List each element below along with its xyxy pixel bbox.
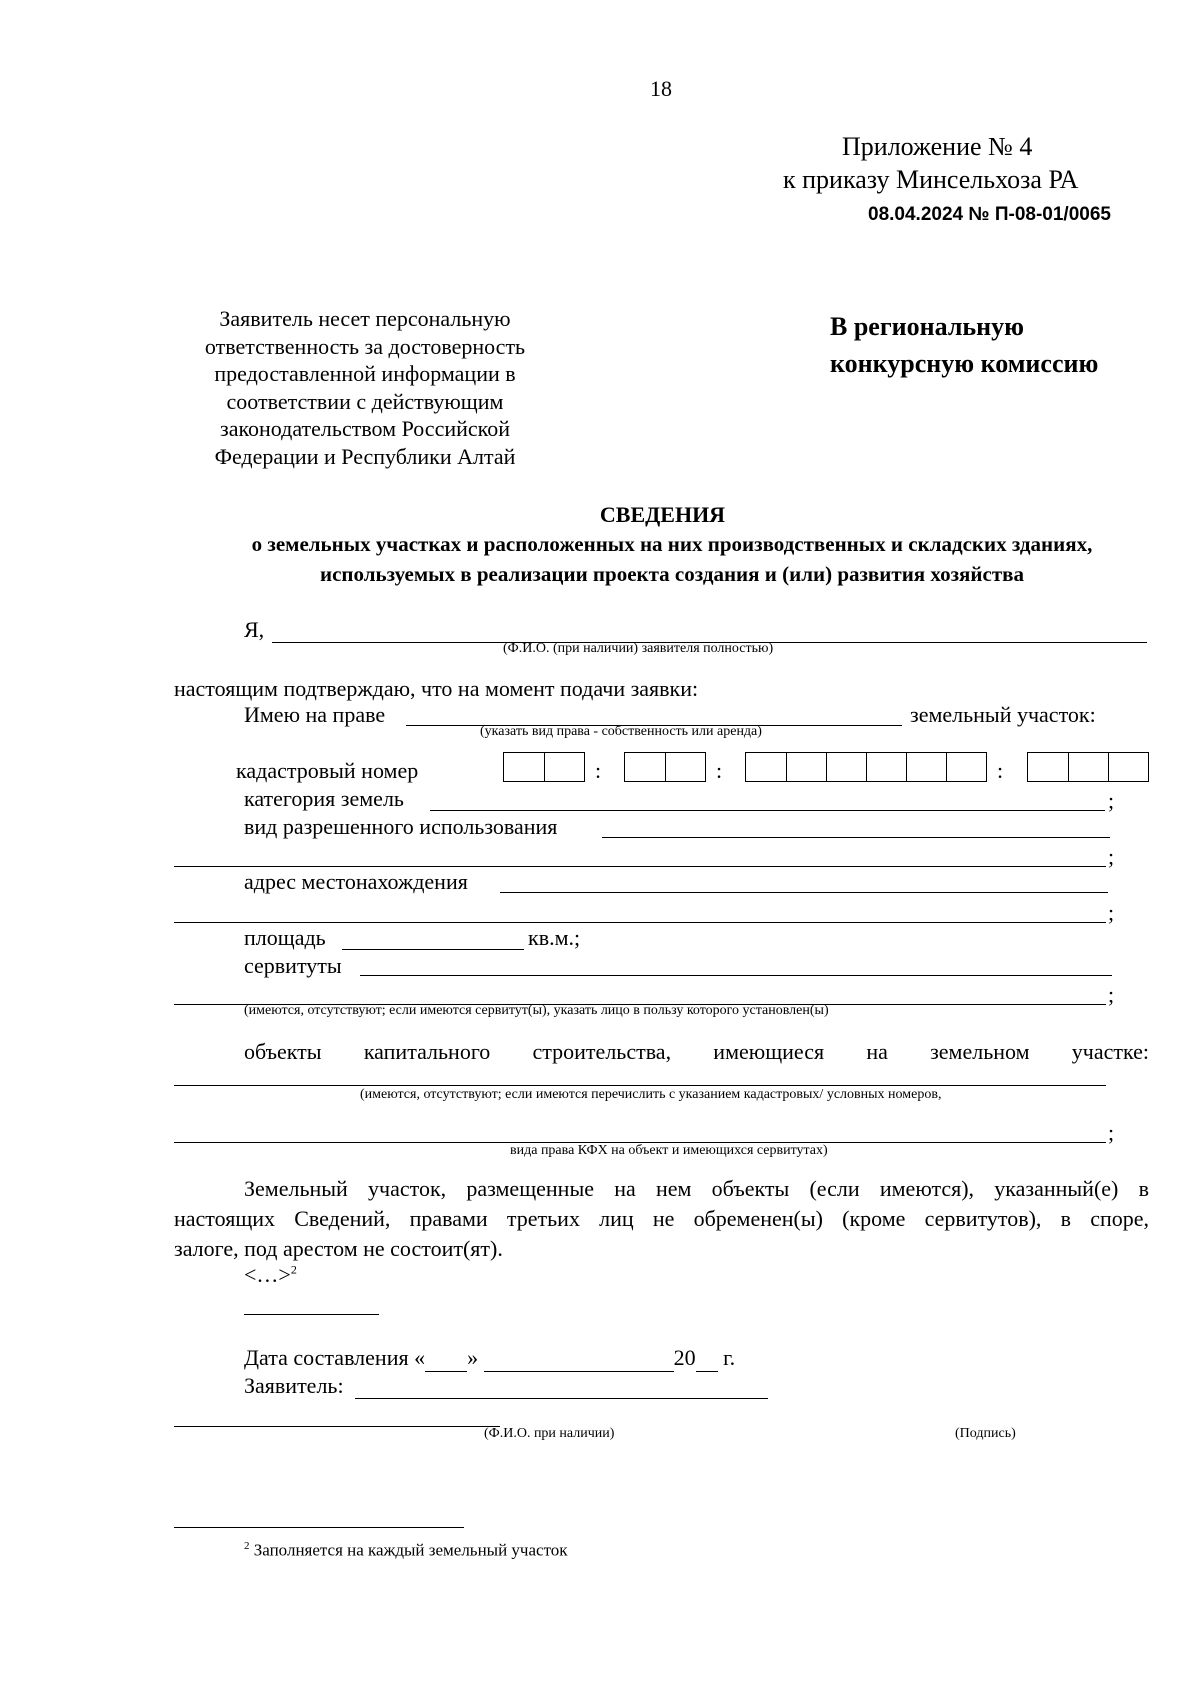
cell-divider	[1068, 753, 1069, 781]
note-line: Федерации и Республики Алтай	[214, 443, 516, 469]
word: на	[866, 1039, 888, 1064]
footnote-reference: 2	[290, 1262, 297, 1277]
footnote-mark: 2	[244, 1540, 250, 1552]
date-year-suffix: г.	[723, 1345, 736, 1370]
applicant-label: Заявитель:	[244, 1373, 344, 1398]
note-line: соответствии с действующим	[226, 388, 504, 414]
word: земельном	[930, 1039, 1030, 1064]
address-field-continued[interactable]	[174, 922, 1106, 923]
ellipsis: <…>	[244, 1262, 291, 1287]
cell-divider	[946, 753, 947, 781]
word: участке:	[1071, 1039, 1149, 1064]
category-label: категория земель	[244, 786, 404, 811]
footnote-text: Заполняется на каждый земельный участок	[253, 1540, 568, 1560]
applicant-fio-hint: (Ф.И.О. при наличии)	[484, 1426, 615, 1441]
signature-hint: (Подпись)	[955, 1426, 1016, 1441]
footnote	[244, 1540, 568, 1561]
servitudes-field[interactable]	[360, 975, 1112, 976]
address-field[interactable]	[500, 892, 1108, 893]
cadastral-colon: :	[997, 758, 1004, 783]
capital-objects-label	[244, 1039, 1149, 1065]
applicant-responsibility-note	[150, 305, 580, 470]
category-field[interactable]	[430, 810, 1105, 811]
footnote-separator	[174, 1527, 464, 1528]
addressee	[830, 308, 1098, 382]
right-type-hint: (указать вид права - собственность или аренда)	[480, 724, 762, 739]
capital-objects-hint: (имеются, отсутствуют; если имеются перечислить с указанием кадастровых/ условных номеров,	[360, 1087, 942, 1102]
right-suffix: земельный участок:	[910, 702, 1096, 727]
word: строительства,	[532, 1039, 672, 1064]
applicant-field[interactable]	[355, 1398, 768, 1399]
cell-divider	[826, 753, 827, 781]
addressee-line: конкурсную комиссию	[830, 349, 1099, 378]
date-label	[244, 1345, 735, 1372]
registration-stamp: 08.04.2024 № П-08-01/0065	[868, 204, 1111, 225]
date-prefix: Дата составления «	[244, 1345, 426, 1370]
cell-divider	[665, 753, 666, 781]
date-year-prefix: 20	[673, 1345, 696, 1370]
applicant-name-hint: (Ф.И.О. (при наличии) заявителя полностью)	[503, 641, 774, 656]
date-mid: »	[467, 1345, 479, 1370]
cell-divider	[786, 753, 787, 781]
document-subtitle-line1: о земельных участках и расположенных на них производственных и складских зданиях,	[251, 532, 1093, 556]
page-number: 18	[650, 76, 672, 101]
permitted-use-field[interactable]	[602, 837, 1110, 838]
word: объекты	[244, 1039, 322, 1064]
statement-line3: залоге, под арестом не состоит(ят).	[174, 1236, 503, 1261]
area-unit: кв.м.;	[528, 925, 581, 950]
area-label: площадь	[244, 925, 326, 950]
date-month-field[interactable]	[484, 1345, 674, 1372]
appendix-title: Приложение № 4	[842, 132, 1033, 161]
cell-divider	[866, 753, 867, 781]
cadastral-box-group-1[interactable]	[503, 752, 585, 782]
document-title: СВЕДЕНИЯ	[599, 502, 726, 527]
area-field[interactable]	[342, 949, 524, 950]
permitted-use-field-continued[interactable]	[174, 866, 1106, 867]
note-line: Заявитель несет персональную	[219, 306, 511, 331]
cadastral-label: кадастровый номер	[236, 758, 419, 783]
note-line: законодательством Российской	[220, 416, 510, 441]
confirm-text: настоящим подтверждаю, что на момент подачи заявки:	[174, 676, 699, 701]
semicolon: ;	[1108, 1120, 1115, 1145]
appendix-order: к приказу Минсельхоза РА	[783, 165, 1079, 194]
date-year-field[interactable]	[696, 1345, 718, 1372]
date-day-field[interactable]	[425, 1345, 467, 1372]
word: имеющиеся	[713, 1039, 825, 1064]
note-line: предоставленной информации в	[214, 361, 516, 386]
cadastral-colon: :	[716, 758, 723, 783]
addressee-line: В региональную	[830, 312, 1025, 341]
right-prefix: Имею на праве	[244, 702, 386, 727]
address-label: адрес местонахождения	[244, 869, 468, 894]
servitudes-label: сервитуты	[244, 953, 342, 978]
cadastral-box-group-4[interactable]	[1027, 752, 1149, 782]
cadastral-colon: :	[595, 758, 602, 783]
semicolon: ;	[1108, 900, 1115, 925]
omission-marker	[244, 1262, 297, 1288]
permitted-use-label: вид разрешенного использования	[244, 814, 558, 839]
word: капитального	[363, 1039, 491, 1064]
capital-objects-field[interactable]	[174, 1085, 1106, 1086]
short-rule	[244, 1314, 379, 1315]
cell-divider	[1108, 753, 1109, 781]
statement-line1: Земельный участок, размещенные на нем объекты (если имеются), указанный(е) в	[244, 1176, 1149, 1201]
cell-divider	[544, 753, 545, 781]
document-subtitle-line2: используемых в реализации проекта создания и (или) развития хозяйства	[320, 562, 1024, 586]
cell-divider	[906, 753, 907, 781]
servitudes-hint: (имеются, отсутствуют; если имеются сервитут(ы), указать лицо в пользу которого установлен(ы)	[244, 1003, 829, 1018]
semicolon: ;	[1108, 788, 1115, 813]
note-line: ответственность за достоверность	[204, 333, 526, 359]
semicolon: ;	[1108, 844, 1115, 869]
capital-objects-hint-2: вида права КФХ на объект и имеющихся сервитутах)	[510, 1143, 828, 1158]
applicant-name-signature-field[interactable]	[174, 1426, 500, 1427]
ya-label: Я,	[244, 617, 265, 642]
cadastral-box-group-2[interactable]	[624, 752, 706, 782]
semicolon: ;	[1108, 982, 1115, 1007]
statement-line2: настоящих Сведений, правами третьих лиц не обременен(ы) (кроме сервитутов), в споре,	[174, 1206, 1149, 1231]
cadastral-box-group-3[interactable]	[745, 752, 987, 782]
